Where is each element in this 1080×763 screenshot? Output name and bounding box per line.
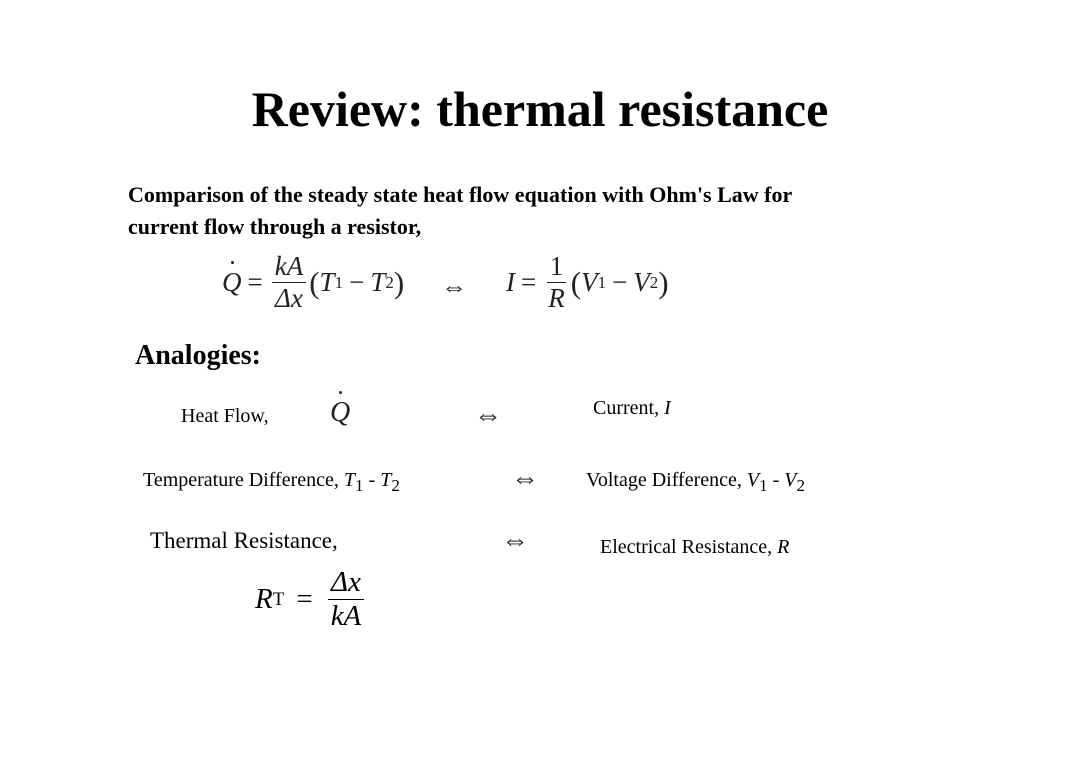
current-label (593, 397, 671, 420)
fraction-denominator: kA (330, 600, 362, 632)
equals-sign: = (521, 267, 537, 297)
heat-flow-equation: Q = $\frac{kA}{\Delta x}$ ( T 1 − T 2 ) (222, 251, 405, 313)
dash: - (767, 469, 785, 491)
fraction-numerator: Δx (328, 568, 364, 600)
current-symbol: I (664, 397, 671, 419)
thermal-resistance-label: Thermal Resistance, (150, 528, 338, 553)
current-i-symbol: I (506, 267, 515, 297)
q-dot-symbol: Q (330, 397, 351, 428)
t1-subscript: 1 (334, 272, 344, 292)
v1-subscript: 1 (597, 272, 607, 292)
voltage-difference-label (586, 469, 805, 496)
t-symbol: T (343, 469, 356, 491)
thermal-resistance-formula (255, 568, 367, 631)
volt-text: Voltage Difference, (586, 469, 747, 491)
fraction-numerator: 1 (547, 253, 567, 283)
v-subscript-2: 2 (796, 476, 805, 495)
t-subscript-2: 2 (391, 476, 400, 495)
heat-flow-symbol (330, 397, 350, 429)
heat-flow-label: Heat Flow, (181, 405, 269, 427)
minus-sign: − (612, 267, 628, 297)
t1-symbol: T (319, 267, 335, 297)
one-over-r-fraction (545, 253, 568, 312)
t-symbol: T (380, 469, 392, 491)
t2-subscript: 2 (385, 272, 394, 292)
fraction-denominator: R (548, 283, 565, 313)
dx-over-ka-fraction (328, 568, 365, 631)
equivalence-arrow: ⇔ (511, 463, 539, 494)
slide-title: Review: thermal resistance (251, 81, 829, 137)
temperature-difference-label (143, 469, 400, 496)
intro-text (128, 179, 792, 243)
equivalence-arrow: ⇔ (441, 272, 467, 301)
q-dot-symbol: Q (222, 267, 242, 297)
electrical-resistance-label (600, 536, 789, 559)
ohms-law-equation: I = $\frac{1}{R}$ ( V 1 − V 2 ) (506, 251, 669, 313)
v-subscript-1: 1 (759, 476, 768, 495)
elec-text: Electrical Resistance, (600, 536, 778, 558)
v2-symbol: V (633, 267, 650, 297)
v2-subscript: 2 (649, 272, 659, 292)
ka-over-dx-fraction (272, 253, 306, 312)
current-text: Current, (593, 397, 665, 419)
equals-sign: = (296, 583, 313, 615)
equals-sign: = (247, 267, 263, 297)
equivalence-arrow: ⇔ (474, 400, 502, 431)
r-subscript: T (272, 588, 285, 610)
fraction-numerator: kA (272, 253, 306, 283)
fraction-denominator: Δx (275, 283, 303, 313)
intro-line-1: Comparison of the steady state heat flow equation with Ohm's Law for (128, 182, 793, 207)
t-subscript-1: 1 (355, 476, 364, 495)
dash: - (363, 469, 381, 491)
r-symbol: R (777, 536, 790, 558)
v-symbol: V (784, 469, 797, 491)
temp-text: Temperature Difference, (143, 469, 344, 491)
v-symbol: V (746, 469, 760, 491)
r-symbol: R (255, 583, 273, 615)
minus-sign: − (349, 267, 365, 297)
equivalence-arrow: ⇔ (501, 525, 529, 556)
t2-symbol: T (370, 267, 386, 297)
analogies-heading: Analogies: (135, 340, 261, 371)
intro-line-2: current flow through a resistor, (128, 214, 422, 239)
v1-symbol: V (581, 267, 598, 297)
